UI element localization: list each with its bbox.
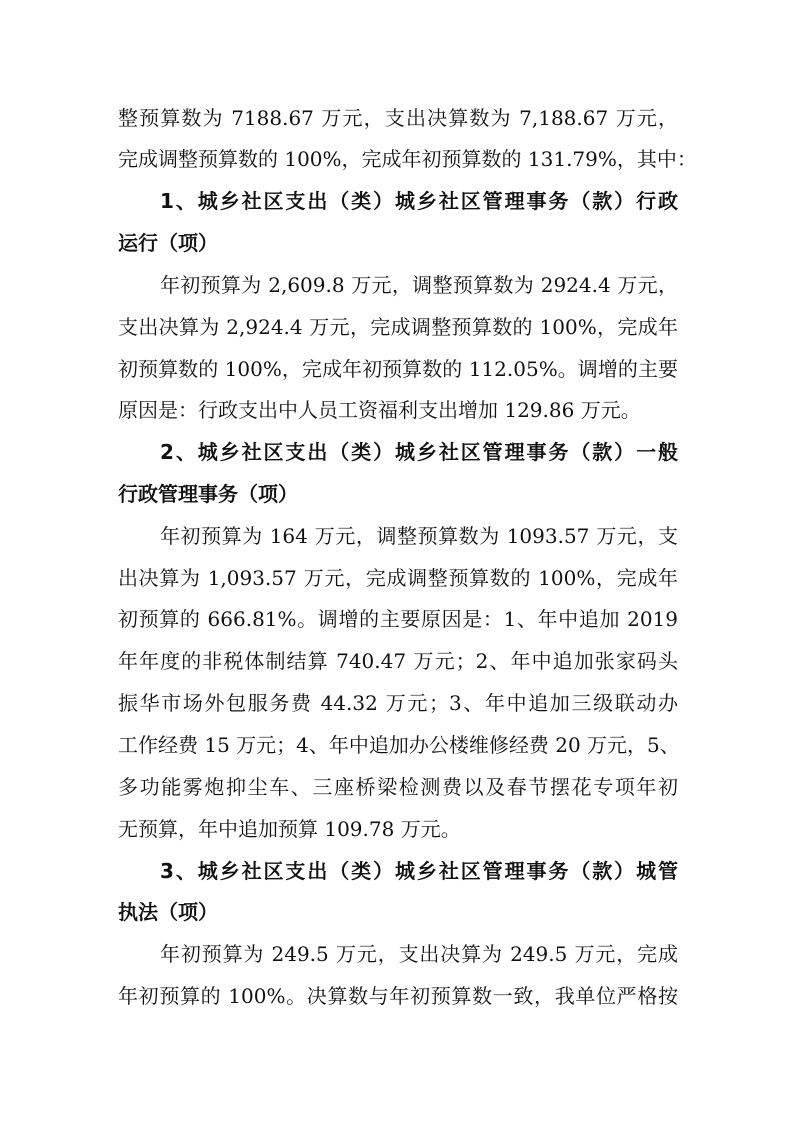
paragraph-line: 出决算为 1,093.57 万元，完成调整预算数的 100%，完成年 [118, 566, 678, 590]
paragraph-line: 工作经费 15 万元；4、年中追加办公楼维修经费 20 万元，5、 [118, 733, 680, 757]
paragraph-line: 年初预算为 2,609.8 万元，调整预算数为 2924.4 万元， [160, 273, 678, 297]
paragraph-line: 年初预算的 100%。决算数与年初预算数一致，我单位严格按 [118, 984, 678, 1008]
section-heading-2-cont: 行政管理事务（项） [118, 482, 298, 506]
paragraph-line: 初预算的 666.81%。调增的主要原因是：1、年中追加 2019 [118, 607, 678, 631]
paragraph-line: 多功能雾炮抑尘车、三座桥梁检测费以及春节摆花专项年初 [118, 775, 678, 799]
paragraph-line: 无预算，年中追加预算 109.78 万元。 [118, 817, 461, 841]
section-heading-2: 2、城乡社区支出（类）城乡社区管理事务（款）一般 [160, 440, 678, 464]
paragraph-line: 年初预算为 164 万元，调整预算数为 1093.57 万元，支 [160, 524, 678, 548]
section-heading-3: 3、城乡社区支出（类）城乡社区管理事务（款）城管 [160, 859, 678, 883]
paragraph-line: 支出决算为 2,924.4 万元，完成调整预算数的 100%，完成年 [118, 315, 678, 339]
paragraph-line: 年年度的非税体制结算 740.47 万元；2、年中追加张家码头 [118, 649, 678, 673]
section-heading-1-cont: 运行（项） [118, 231, 218, 255]
paragraph-line: 初预算数的 100%，完成年初预算数的 112.05%。调增的主要 [118, 357, 678, 381]
paragraph-line: 完成调整预算数的 100%，完成年初预算数的 131.79%，其中： [118, 147, 697, 171]
paragraph-line: 整预算数为 7188.67 万元，支出决算数为 7,188.67 万元， [118, 106, 678, 130]
section-heading-3-cont: 执法（项） [118, 900, 218, 924]
paragraph-line: 振华市场外包服务费 44.32 万元；3、年中追加三级联动办 [118, 691, 678, 715]
paragraph-line: 原因是：行政支出中人员工资福利支出增加 129.86 万元。 [118, 398, 641, 422]
paragraph-line: 年初预算为 249.5 万元，支出决算为 249.5 万元，完成 [160, 942, 678, 966]
section-heading-1: 1、城乡社区支出（类）城乡社区管理事务（款）行政 [160, 189, 678, 213]
